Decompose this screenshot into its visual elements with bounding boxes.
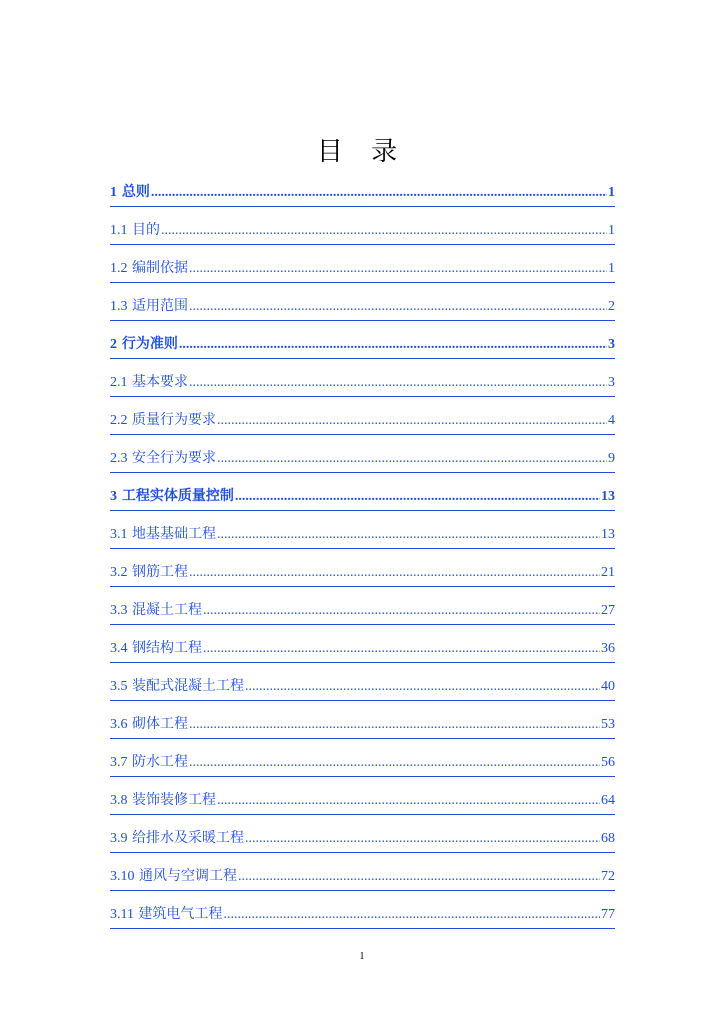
toc-leader-dots (189, 371, 607, 395)
toc-entry-number: 3.10 (110, 869, 135, 884)
toc-entry-text: 装饰装修工程 (127, 792, 216, 808)
toc-leader-dots (189, 257, 607, 281)
toc-leader-dots (245, 675, 600, 699)
toc-entry-label (110, 218, 160, 243)
toc-entry-text: 钢筋工程 (127, 564, 188, 580)
toc-entry-page: 13 (601, 527, 615, 542)
toc-entry-page: 77 (601, 907, 615, 922)
toc-entry-label (110, 636, 202, 661)
toc-leader-dots (189, 295, 607, 319)
toc-entry-page: 3 (608, 375, 615, 390)
toc-entry-label (110, 674, 244, 699)
toc-entry[interactable] (110, 406, 615, 444)
toc-entry[interactable] (110, 710, 615, 748)
toc-entry-number: 1 (110, 185, 117, 200)
toc-entry[interactable] (110, 900, 615, 938)
toc-entry-label (110, 560, 188, 585)
toc-entry-page: 53 (601, 717, 615, 732)
toc-entry-number: 3.9 (110, 831, 128, 846)
toc-entry-text: 安全行为要求 (127, 450, 216, 466)
toc-entry-label (110, 256, 188, 281)
toc-entry-text: 质量行为要求 (127, 412, 216, 428)
toc-entry-number: 2.1 (110, 375, 128, 390)
toc-entry[interactable] (110, 672, 615, 710)
toc-entry-number: 1.2 (110, 261, 128, 276)
toc-entry-text: 钢结构工程 (127, 640, 202, 656)
toc-entry-text: 基本要求 (127, 374, 188, 390)
toc-entry-label (110, 902, 222, 927)
toc-entry-number: 2.3 (110, 451, 128, 466)
toc-entry-number: 2 (110, 337, 117, 352)
toc-entry-label (110, 370, 188, 395)
toc-entry-page: 1 (608, 223, 615, 238)
toc-entry[interactable] (110, 634, 615, 672)
toc-entry-page: 2 (608, 299, 615, 314)
toc-entry-label (110, 750, 188, 775)
toc-entry-text: 地基基础工程 (127, 526, 216, 542)
toc-entry[interactable] (110, 482, 615, 520)
toc-entry-page: 1 (608, 185, 615, 200)
toc-leader-dots (189, 713, 600, 737)
toc-leader-dots (151, 181, 607, 205)
toc-entry-label (110, 446, 216, 471)
toc-entry[interactable] (110, 292, 615, 330)
toc-entry-page: 4 (608, 413, 615, 428)
toc-entry-label (110, 788, 216, 813)
toc-entry-number: 3.7 (110, 755, 128, 770)
toc-entry[interactable] (110, 862, 615, 900)
toc-leader-dots (203, 637, 600, 661)
toc-entry-text: 总则 (117, 184, 150, 200)
toc-entry-page: 3 (608, 337, 615, 352)
toc-entry-label (110, 826, 244, 851)
toc-list (110, 178, 615, 938)
toc-leader-dots (217, 789, 600, 813)
toc-leader-dots (189, 751, 600, 775)
toc-leader-dots (217, 523, 600, 547)
toc-entry[interactable] (110, 558, 615, 596)
toc-leader-dots (161, 219, 607, 243)
toc-title: 目 录 (316, 137, 408, 167)
toc-entry-text: 目的 (127, 222, 160, 238)
toc-entry-text: 装配式混凝土工程 (127, 678, 244, 694)
toc-entry-page: 21 (601, 565, 615, 580)
toc-entry-number: 3.6 (110, 717, 128, 732)
toc-entry-page: 36 (601, 641, 615, 656)
toc-entry-text: 砌体工程 (127, 716, 188, 732)
toc-entry-label (110, 294, 188, 319)
toc-entry-number: 3.2 (110, 565, 128, 580)
toc-entry-label (110, 484, 234, 509)
toc-entry-page: 1 (608, 261, 615, 276)
toc-entry[interactable] (110, 748, 615, 786)
toc-entry-number: 3.8 (110, 793, 128, 808)
toc-entry[interactable] (110, 368, 615, 406)
toc-entry[interactable] (110, 444, 615, 482)
toc-entry-number: 3.3 (110, 603, 128, 618)
toc-entry-text: 混凝土工程 (127, 602, 202, 618)
toc-entry-text: 工程实体质量控制 (117, 488, 234, 504)
toc-entry-number: 1.3 (110, 299, 128, 314)
toc-entry-page: 56 (601, 755, 615, 770)
toc-leader-dots (223, 903, 600, 927)
toc-entry-label (110, 332, 178, 357)
toc-entry-page: 27 (601, 603, 615, 618)
toc-leader-dots (238, 865, 600, 889)
toc-entry[interactable] (110, 786, 615, 824)
toc-entry-text: 通风与空调工程 (134, 868, 237, 884)
toc-entry-page: 68 (601, 831, 615, 846)
toc-entry[interactable] (110, 330, 615, 368)
toc-entry-text: 适用范围 (127, 298, 188, 314)
toc-entry[interactable] (110, 596, 615, 634)
toc-entry-number: 3.5 (110, 679, 128, 694)
toc-entry-label (110, 408, 216, 433)
toc-entry[interactable] (110, 216, 615, 254)
toc-entry[interactable] (110, 824, 615, 862)
toc-entry[interactable] (110, 254, 615, 292)
toc-leader-dots (235, 485, 600, 509)
toc-entry-text: 编制依据 (127, 260, 188, 276)
toc-entry-number: 3 (110, 489, 117, 504)
toc-leader-dots (217, 409, 607, 433)
toc-leader-dots (245, 827, 600, 851)
toc-entry-page: 40 (601, 679, 615, 694)
toc-leader-dots (203, 599, 600, 623)
toc-entry-number: 3.1 (110, 527, 128, 542)
toc-entry-text: 行为准则 (117, 336, 178, 352)
toc-entry-number: 1.1 (110, 223, 128, 238)
toc-leader-dots (217, 447, 607, 471)
toc-entry-number: 3.4 (110, 641, 128, 656)
toc-entry-page: 64 (601, 793, 615, 808)
toc-entry-page: 9 (608, 451, 615, 466)
toc-entry-text: 建筑电气工程 (133, 906, 223, 922)
toc-entry-number: 3.11 (110, 907, 134, 922)
toc-entry-label (110, 598, 202, 623)
toc-entry-label (110, 180, 150, 205)
toc-entry[interactable] (110, 178, 615, 216)
toc-entry-label (110, 522, 216, 547)
toc-entry-number: 2.2 (110, 413, 128, 428)
toc-leader-dots (189, 561, 600, 585)
toc-entry[interactable] (110, 520, 615, 558)
toc-entry-page: 13 (601, 489, 615, 504)
toc-entry-text: 给排水及采暖工程 (127, 830, 244, 846)
toc-leader-dots (179, 333, 607, 357)
toc-entry-label (110, 864, 237, 889)
toc-entry-page: 72 (601, 869, 615, 884)
toc-entry-label (110, 712, 188, 737)
page-number-footer: 1 (359, 951, 365, 962)
toc-entry-text: 防水工程 (127, 754, 188, 770)
